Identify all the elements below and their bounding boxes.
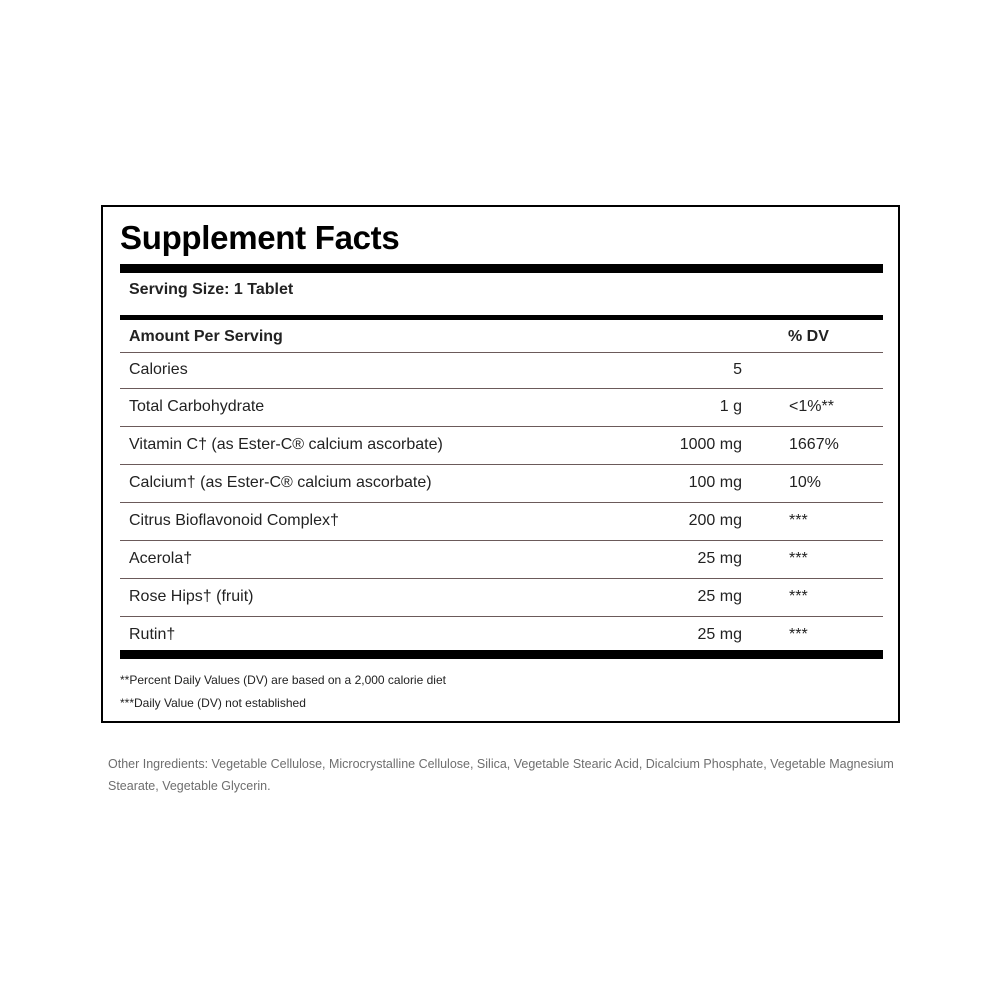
table-row (120, 389, 883, 427)
nutrient-dv: 10% (789, 474, 822, 491)
nutrient-amount: 200 mg (688, 512, 742, 529)
table-row (120, 541, 883, 579)
nutrient-name: Vitamin C† (as Ester-C® calcium ascorbate) (129, 436, 443, 453)
nutrient-dv: 1667% (789, 436, 839, 453)
table-row (120, 503, 883, 541)
nutrient-table (120, 353, 883, 655)
header-dv: % DV (788, 328, 829, 345)
nutrient-name: Total Carbohydrate (129, 398, 265, 415)
table-row (120, 427, 883, 465)
footnotes (120, 669, 446, 715)
supplement-facts-panel (101, 205, 900, 723)
table-row (120, 353, 883, 389)
nutrient-amount: 1000 mg (679, 436, 742, 453)
footnote-percent-dv: **Percent Daily Values (DV) are based on a 2,000 calorie diet (120, 673, 446, 687)
footnote-dv-not-established: ***Daily Value (DV) not established (120, 696, 306, 710)
nutrient-name: Calories (129, 361, 188, 378)
other-ingredients: Other Ingredients: Vegetable Cellulose, Microcrystalline Cellulose, Silica, Vegetable Stearic Acid, Dicalcium Phosphate, Vegetable Magnesium Stearate, Vegetable Glycerin. (108, 757, 894, 793)
nutrient-name: Citrus Bioflavonoid Complex† (129, 512, 339, 529)
nutrient-dv: *** (789, 626, 808, 643)
nutrient-dv: <1%** (789, 398, 834, 415)
nutrient-dv: *** (789, 550, 808, 567)
nutrient-name: Acerola† (129, 550, 193, 567)
nutrient-name: Rutin† (129, 626, 176, 643)
table-row (120, 579, 883, 617)
nutrient-amount: 25 mg (697, 550, 742, 567)
divider-thick-bottom (120, 650, 883, 659)
table-header (120, 320, 883, 353)
header-amount-per-serving: Amount Per Serving (129, 328, 283, 345)
nutrient-amount: 1 g (719, 398, 742, 415)
nutrient-name: Calcium† (as Ester-C® calcium ascorbate) (129, 474, 432, 491)
table-row (120, 465, 883, 503)
nutrient-amount: 25 mg (697, 588, 742, 605)
panel-title: Supplement Facts (120, 219, 400, 256)
nutrient-dv: *** (789, 512, 808, 529)
divider-thick (120, 264, 883, 273)
nutrient-amount: 100 mg (688, 474, 742, 491)
serving-size: Serving Size: 1 Tablet (129, 281, 294, 298)
nutrient-amount: 25 mg (697, 626, 742, 643)
nutrient-amount: 5 (733, 361, 742, 378)
nutrient-name: Rose Hips† (fruit) (129, 588, 254, 605)
nutrient-dv: *** (789, 588, 808, 605)
